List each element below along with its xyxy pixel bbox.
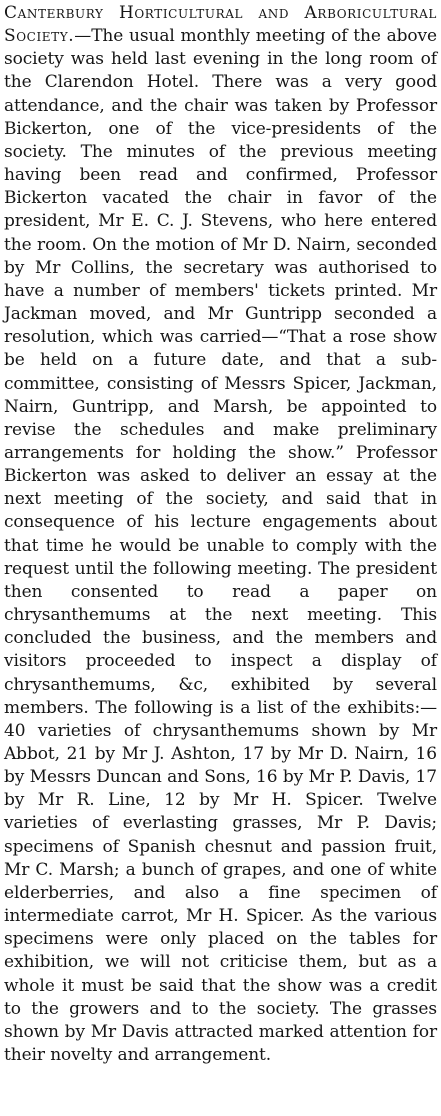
- article-body: —The usual monthly meeting of the above society was held last evening in the long room of the Clarendon Hotel. There was a very good attendance, and the chair was taken by Professor Bickerton, one of the vice-presidents of the society. The minutes of the previous meeting having been read and confirmed, Professor Bickerton vacated the chair in favor of the president, Mr E. C. J. Stevens, who here entered the room. On the motion of Mr D. Nairn, seconded by Mr Collins, the secretary was authorised to have a number of members' tickets printed. Mr Jackman moved, and Mr Guntripp seconded a resolution, which was carried—“That a rose show be held on a future date, and that a sub-committee, consisting of Messrs Spicer, Jackman, Nairn, Guntripp, and Marsh, be appointed to revise the schedules and make preliminary arrangements for holding the show.” Professor Bickerton was asked to deliver an essay at the next meeting of the society, and said that in consequence of his lecture engagements about that time he would be unable to comply with the request until the following meeting. The president then consented to read a paper on chrysanthemums at the next meeting. This concluded the business, and the members and visitors proceeded to inspect a display of chrysanthemums, &c, exhibited by several members. The following is a list of the exhibits:—40 varieties of chrysanthemums shown by Mr Abbot, 21 by Mr J. Ashton, 17 by Mr D. Nairn, 16 by Messrs Duncan and Sons, 16 by Mr P. Davis, 17 by Mr R. Line, 12 by Mr H. Spicer. Twelve varieties of everlasting grasses, Mr P. Davis; specimens of Spanish chesnut and passion fruit, Mr C. Marsh; a bunch of grapes, and one of white elderberries, and also a fine specimen of intermediate carrot, Mr H. Spicer. As the various specimens were only placed on the tables for exhibition, we will not criticise them, but as a whole it must be said that the show was a credit to the growers and to the society. The grasses shown by Mr Davis attracted marked attention for their novelty and arrangement.: [4, 26, 437, 1066]
- article-heading: Canterbury Horticultural and Arboricultural Society.: [4, 3, 437, 47]
- article-paragraph: [4, 2, 437, 1067]
